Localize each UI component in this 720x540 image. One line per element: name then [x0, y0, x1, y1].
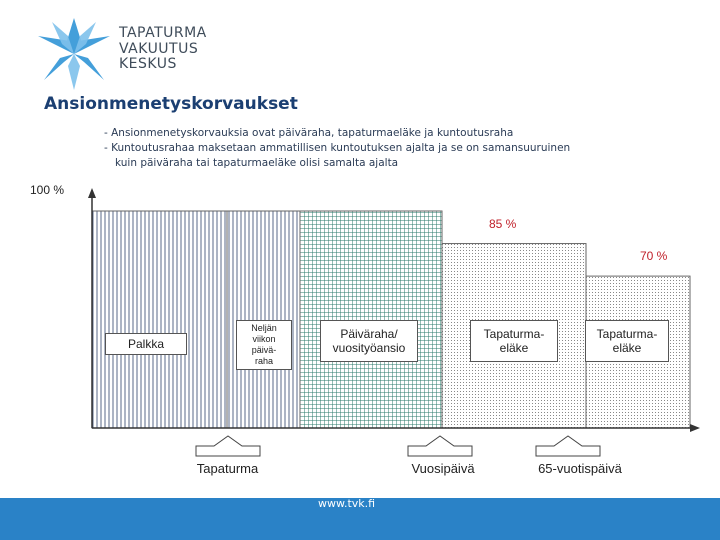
- logo-line-1: TAPATURMA: [119, 25, 207, 41]
- label-tapaturmaelake-1: [470, 320, 558, 362]
- label-line: raha: [254, 356, 273, 366]
- label-palkka: Palkka: [105, 333, 187, 355]
- event-arrow-vuosipaiva: [408, 436, 472, 456]
- label-line: viikon: [252, 334, 276, 344]
- y-tick-100: 100 %: [30, 183, 65, 197]
- event-tapaturma: Tapaturma: [196, 461, 259, 476]
- label-line: Tapaturma-: [596, 327, 658, 341]
- label-line: eläke: [612, 341, 642, 355]
- label-line: eläke: [499, 341, 529, 355]
- label-line: vuosityöansio: [332, 341, 406, 355]
- bullet-item-2: - Kuntoutusrahaa maksetaan ammatillisen kuntoutuksen ajalta ja se on samansuuruinen kuin päiväraha tai tapaturmaeläke olisi samalta ajalta: [104, 142, 571, 169]
- value-label-85: 85 %: [489, 217, 517, 231]
- label-tapaturmaelake-2: [585, 320, 669, 362]
- label-line: Tapaturma-: [483, 327, 545, 341]
- y-axis-arrow: [88, 188, 96, 198]
- bullet-item-1: - Ansionmenetyskorvauksia ovat päiväraha, tapaturmaeläke ja kuntoutusraha: [104, 127, 514, 139]
- page-number: 79: [668, 486, 682, 499]
- logo-line-2: VAKUUTUS: [119, 40, 199, 57]
- x-axis-arrow: [690, 424, 700, 432]
- event-arrow-65: [536, 436, 600, 456]
- label-line: päivä-: [251, 345, 277, 355]
- event-arrow-tapaturma: [196, 436, 260, 456]
- event-65-vuotispaiva: 65-vuotispäivä: [538, 461, 622, 476]
- label-line: Neljän: [251, 323, 277, 333]
- page-title: Ansionmenetyskorvaukset: [44, 94, 298, 114]
- logo-line-3: KESKUS: [119, 56, 177, 72]
- segment-1: [92, 211, 227, 428]
- event-vuosipaiva: Vuosipäivä: [411, 461, 475, 476]
- label-line: Päiväraha/: [340, 327, 398, 341]
- footer-url[interactable]: www.tvk.fi: [318, 497, 376, 510]
- label-paivaraha: [320, 320, 418, 362]
- value-label-70: 70 %: [640, 249, 668, 263]
- label-neljan-viikon-paivaraha: [236, 320, 292, 370]
